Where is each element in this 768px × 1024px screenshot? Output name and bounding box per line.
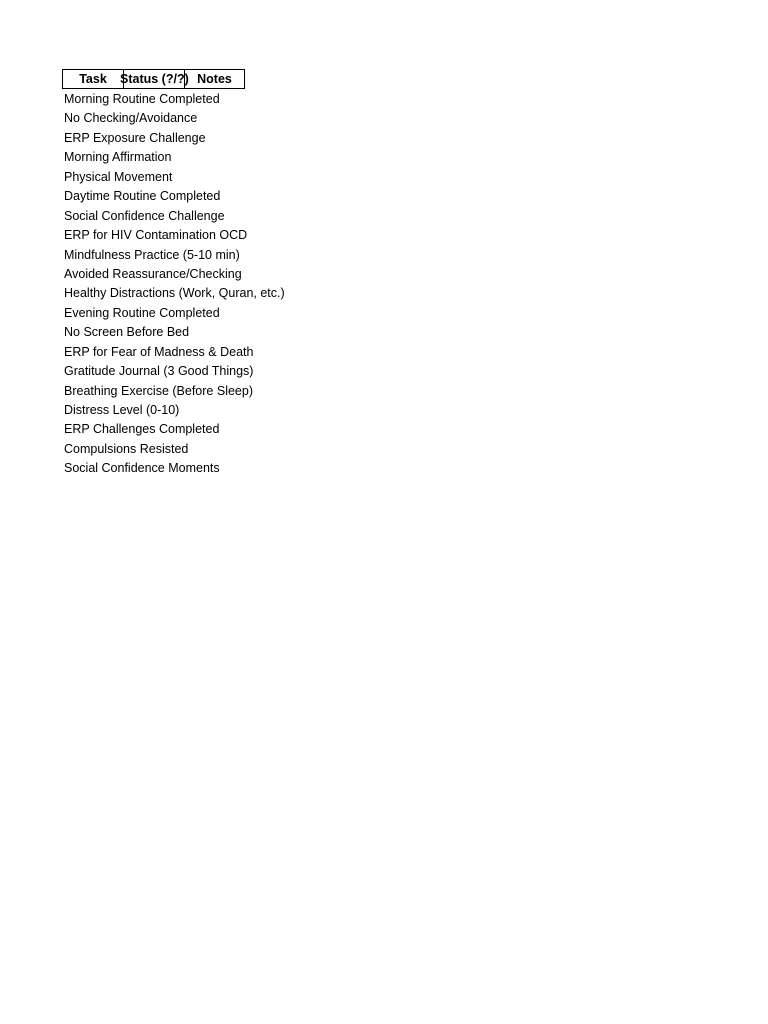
table-row[interactable]: ERP Challenges Completed bbox=[64, 422, 220, 437]
table-row[interactable]: ERP Exposure Challenge bbox=[64, 130, 206, 145]
table-row[interactable]: Morning Routine Completed bbox=[64, 92, 220, 106]
table-row[interactable]: Daytime Routine Completed bbox=[64, 189, 221, 204]
table-row[interactable]: Breathing Exercise (Before Sleep) bbox=[64, 383, 253, 398]
table-row[interactable]: Distress Level (0-10) bbox=[64, 403, 180, 417]
spreadsheet-table bbox=[62, 69, 285, 479]
header-notes[interactable] bbox=[185, 70, 244, 88]
header-task[interactable] bbox=[63, 70, 124, 88]
table-row[interactable]: Healthy Distractions (Work, Quran, etc.) bbox=[64, 286, 285, 301]
header-task-label: Task bbox=[79, 72, 107, 86]
table-row[interactable]: Compulsions Resisted bbox=[64, 441, 189, 456]
header-notes-label: Notes bbox=[197, 72, 232, 86]
table-row[interactable]: Gratitude Journal (3 Good Things) bbox=[64, 364, 254, 379]
table-row[interactable]: ERP for HIV Contamination OCD bbox=[64, 228, 248, 243]
header-status-label: Status (?/?) bbox=[120, 72, 189, 86]
table-row[interactable]: Morning Affirmation bbox=[64, 150, 172, 165]
table-row[interactable]: No Checking/Avoidance bbox=[64, 111, 198, 126]
table-row[interactable]: Social Confidence Moments bbox=[64, 461, 220, 476]
table-row[interactable]: Mindfulness Practice (5-10 min) bbox=[64, 247, 240, 262]
table-row[interactable]: No Screen Before Bed bbox=[64, 325, 190, 340]
table-row[interactable]: Physical Movement bbox=[64, 169, 173, 184]
header-row bbox=[62, 69, 245, 89]
table-row[interactable]: Avoided Reassurance/Checking bbox=[64, 266, 242, 281]
header-status[interactable] bbox=[120, 70, 189, 88]
task-list bbox=[62, 90, 285, 479]
table-row[interactable]: Social Confidence Challenge bbox=[64, 208, 225, 223]
table-row[interactable]: ERP for Fear of Madness & Death bbox=[64, 344, 254, 359]
table-row[interactable]: Evening Routine Completed bbox=[64, 305, 220, 320]
